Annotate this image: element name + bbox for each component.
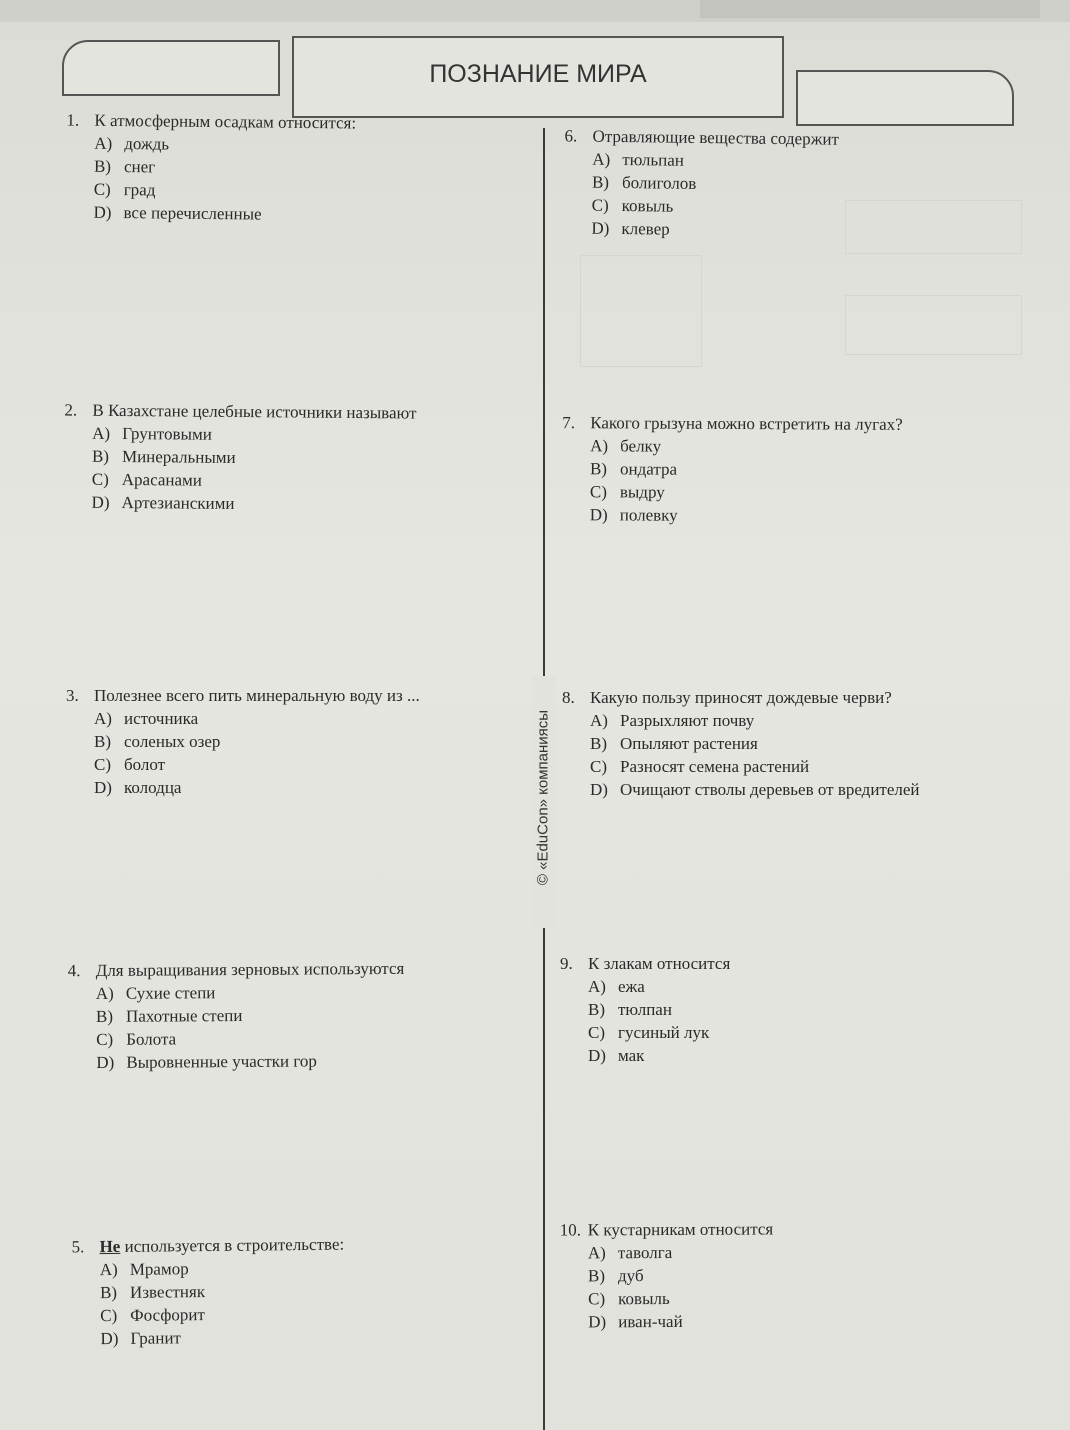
option-text: иван-чай [618,1311,683,1332]
option-text: болиголов [621,173,697,193]
question-prompt [64,398,416,424]
option-letter: A) [99,1259,118,1280]
option-letter: B) [91,446,110,466]
answer-option-a[interactable] [100,1256,345,1282]
option-text: тюльпан [622,150,685,170]
answer-option-b[interactable] [96,1003,405,1028]
option-letter: C) [591,195,609,215]
option-letter: C) [93,179,111,199]
option-text: Выровненные участки гор [126,1051,317,1072]
question-text: Какую пользу приносят дождевые черви? [590,688,892,707]
option-letter: D) [588,1312,607,1332]
option-letter: B) [590,734,607,753]
option-letter: B) [589,459,608,479]
option-text: тюлпан [618,1000,672,1019]
question-text: Для выращивания зерновых используются [95,958,405,980]
answer-option-c[interactable] [100,1302,345,1328]
option-text: снег [123,157,156,177]
question-prompt [560,1217,774,1241]
question-text: В Казахстане целебные источники называют [92,400,417,423]
header-left-box [62,40,280,96]
bleed-through-box [580,255,702,367]
option-text: дуб [617,1266,644,1286]
option-text: Арасанами [121,469,203,490]
option-letter: A) [94,133,113,153]
question-9 [560,952,730,1067]
question-number: 1. [66,110,80,130]
option-text: Пахотные степи [125,1005,243,1026]
answer-option-d[interactable] [590,503,903,528]
answer-option-a[interactable] [590,434,903,459]
answer-option-b[interactable] [588,998,730,1021]
answer-option-d[interactable] [93,201,355,227]
option-letter: D) [93,202,112,222]
option-letter: A) [590,711,608,730]
question-prompt [560,952,730,975]
option-letter: D) [588,1046,606,1065]
option-letter: D) [100,1328,119,1349]
question-1 [65,108,356,226]
answer-options [590,434,903,528]
question-text: Какого грызуна можно встретить на лугах? [590,413,903,434]
option-text: клевер [621,219,670,239]
option-letter: A) [95,983,114,1003]
option-letter: A) [94,709,112,728]
option-letter: B) [99,1282,118,1303]
question-prompt [562,411,903,436]
answer-option-d[interactable] [588,1309,774,1333]
answer-option-b[interactable] [592,171,839,197]
top-edge-notch [700,0,1040,18]
answer-option-b[interactable] [590,457,903,482]
question-10 [560,1217,774,1333]
answer-options [588,975,730,1067]
option-letter: C) [94,755,111,774]
answer-option-c[interactable] [590,755,920,778]
option-text: колодца [124,778,182,797]
answer-option-a[interactable] [590,709,920,732]
answer-option-d[interactable] [96,1049,405,1074]
answer-option-c[interactable] [588,1286,774,1310]
option-text: полевку [619,505,678,525]
option-text: Очищают стволы деревьев от вредителей [620,780,920,799]
option-letter: C) [100,1305,118,1326]
answer-options [96,980,405,1074]
option-letter: D) [96,1052,115,1072]
option-letter: B) [588,1000,605,1019]
side-credit: © «EduCon» компаниясы [534,709,552,886]
option-letter: A) [592,149,611,169]
option-text: все перечисленные [123,203,262,224]
option-text: Сухие степи [125,983,216,1003]
answer-options [100,1256,346,1351]
top-edge [0,0,1070,22]
question-text: К злакам относится [588,954,731,973]
question-text: Отравляющие вещества содержит [592,126,840,149]
answer-option-a[interactable] [94,132,356,158]
question-prompt [71,1233,344,1259]
answer-options [588,1240,774,1333]
answer-option-a[interactable] [92,422,416,448]
option-text: ежа [618,977,645,996]
answer-option-c[interactable] [94,753,420,776]
answer-option-a[interactable] [588,1240,774,1264]
question-4 [68,957,405,1074]
option-letter: C) [91,469,109,489]
answer-option-c[interactable] [94,178,356,204]
answer-options [92,422,417,517]
option-letter: B) [95,1006,114,1026]
header-right-box [796,70,1014,126]
question-prompt [66,108,356,134]
question-prompt [562,686,920,709]
option-letter: D) [94,778,112,797]
option-text: Артезианскими [121,492,235,513]
answer-options [94,707,420,799]
option-text: дождь [124,134,170,154]
question-number: 2. [64,400,78,420]
option-text: выдру [619,482,665,502]
option-text: Гранит [130,1328,182,1348]
option-text: Опыляют растения [620,734,758,753]
option-text: ковыль [618,1288,670,1309]
option-letter: C) [589,482,607,502]
answer-option-a[interactable] [96,980,405,1005]
answer-option-d[interactable] [591,217,838,243]
question-number: 4. [67,961,81,981]
option-letter: A) [92,423,111,443]
answer-option-d[interactable] [590,778,920,801]
question-number: 7. [562,413,576,433]
question-number: 6. [564,126,578,146]
option-letter: A) [588,977,606,996]
bleed-through-box [845,295,1022,355]
option-text: источника [124,709,199,728]
answer-option-a[interactable] [588,975,730,998]
option-letter: D) [589,505,608,525]
option-letter: B) [591,172,610,192]
option-letter: C) [588,1289,606,1309]
option-text: Мрамор [129,1259,189,1279]
question-text: используется в строительстве: [120,1234,345,1256]
option-text: ковыль [621,196,674,216]
option-letter: C) [590,757,607,776]
answer-option-d[interactable] [92,491,416,517]
answer-options [590,709,920,801]
option-text: мак [618,1046,645,1065]
answer-option-c[interactable] [590,480,903,505]
answer-option-d[interactable] [588,1044,730,1067]
question-number: 5. [71,1237,85,1257]
option-text: ондатра [619,459,678,479]
answer-option-c[interactable] [92,468,416,494]
question-text: К атмосферным осадкам относится: [94,110,357,133]
question-3 [66,684,420,799]
answer-option-b[interactable] [94,730,420,753]
page-title: ПОЗНАНИЕ МИРА [429,60,647,88]
option-text: Разрыхляют почву [620,711,755,730]
answer-options [93,132,356,227]
option-letter: B) [587,1266,606,1286]
option-letter: D) [91,492,110,512]
question-text: Полезнее всего пить минеральную воду из ... [94,686,420,705]
question-5 [71,1233,345,1351]
answer-option-b[interactable] [94,155,356,181]
question-prompt [564,124,839,150]
question-7 [562,411,903,528]
question-2 [64,398,417,516]
question-emphasis: Не [99,1236,121,1257]
answer-option-b[interactable] [100,1279,345,1305]
option-text: соленых озер [124,732,221,751]
option-text: таволга [617,1242,673,1263]
question-8 [562,686,920,801]
option-letter: A) [587,1243,606,1263]
question-number: 9. [560,954,573,973]
option-text: Болота [126,1029,177,1049]
answer-option-a[interactable] [94,707,420,730]
question-text: К кустарникам относится [587,1219,774,1240]
question-number: 10. [559,1220,582,1240]
question-prompt [68,957,405,982]
option-text: гусиный лук [618,1023,710,1042]
option-letter: A) [590,436,609,456]
question-6 [563,124,839,242]
answer-option-b[interactable] [590,732,920,755]
option-letter: B) [94,732,111,751]
option-letter: C) [96,1029,114,1049]
option-text: град [123,180,156,200]
option-letter: B) [93,156,112,176]
answer-option-b[interactable] [92,445,416,471]
answer-option-b[interactable] [588,1263,774,1287]
answer-option-c[interactable] [592,194,839,220]
answer-option-c[interactable] [588,1021,730,1044]
option-text: Грунтовыми [122,423,212,444]
option-text: белку [620,436,662,456]
question-number: 8. [562,688,575,707]
option-text: Известняк [129,1282,206,1302]
option-letter: D) [590,780,608,799]
answer-options [591,148,838,243]
answer-option-a[interactable] [592,148,839,174]
answer-option-c[interactable] [96,1026,405,1051]
option-text: Минеральными [121,446,236,467]
option-text: Разносят семена растений [620,757,810,776]
answer-option-d[interactable] [100,1325,345,1351]
option-letter: D) [591,218,610,238]
question-number: 3. [66,686,79,705]
option-text: болот [124,755,166,774]
bleed-through-box [845,200,1022,254]
answer-option-d[interactable] [94,776,420,799]
question-prompt [66,684,420,707]
option-letter: C) [588,1023,605,1042]
option-text: Фосфорит [130,1305,205,1325]
